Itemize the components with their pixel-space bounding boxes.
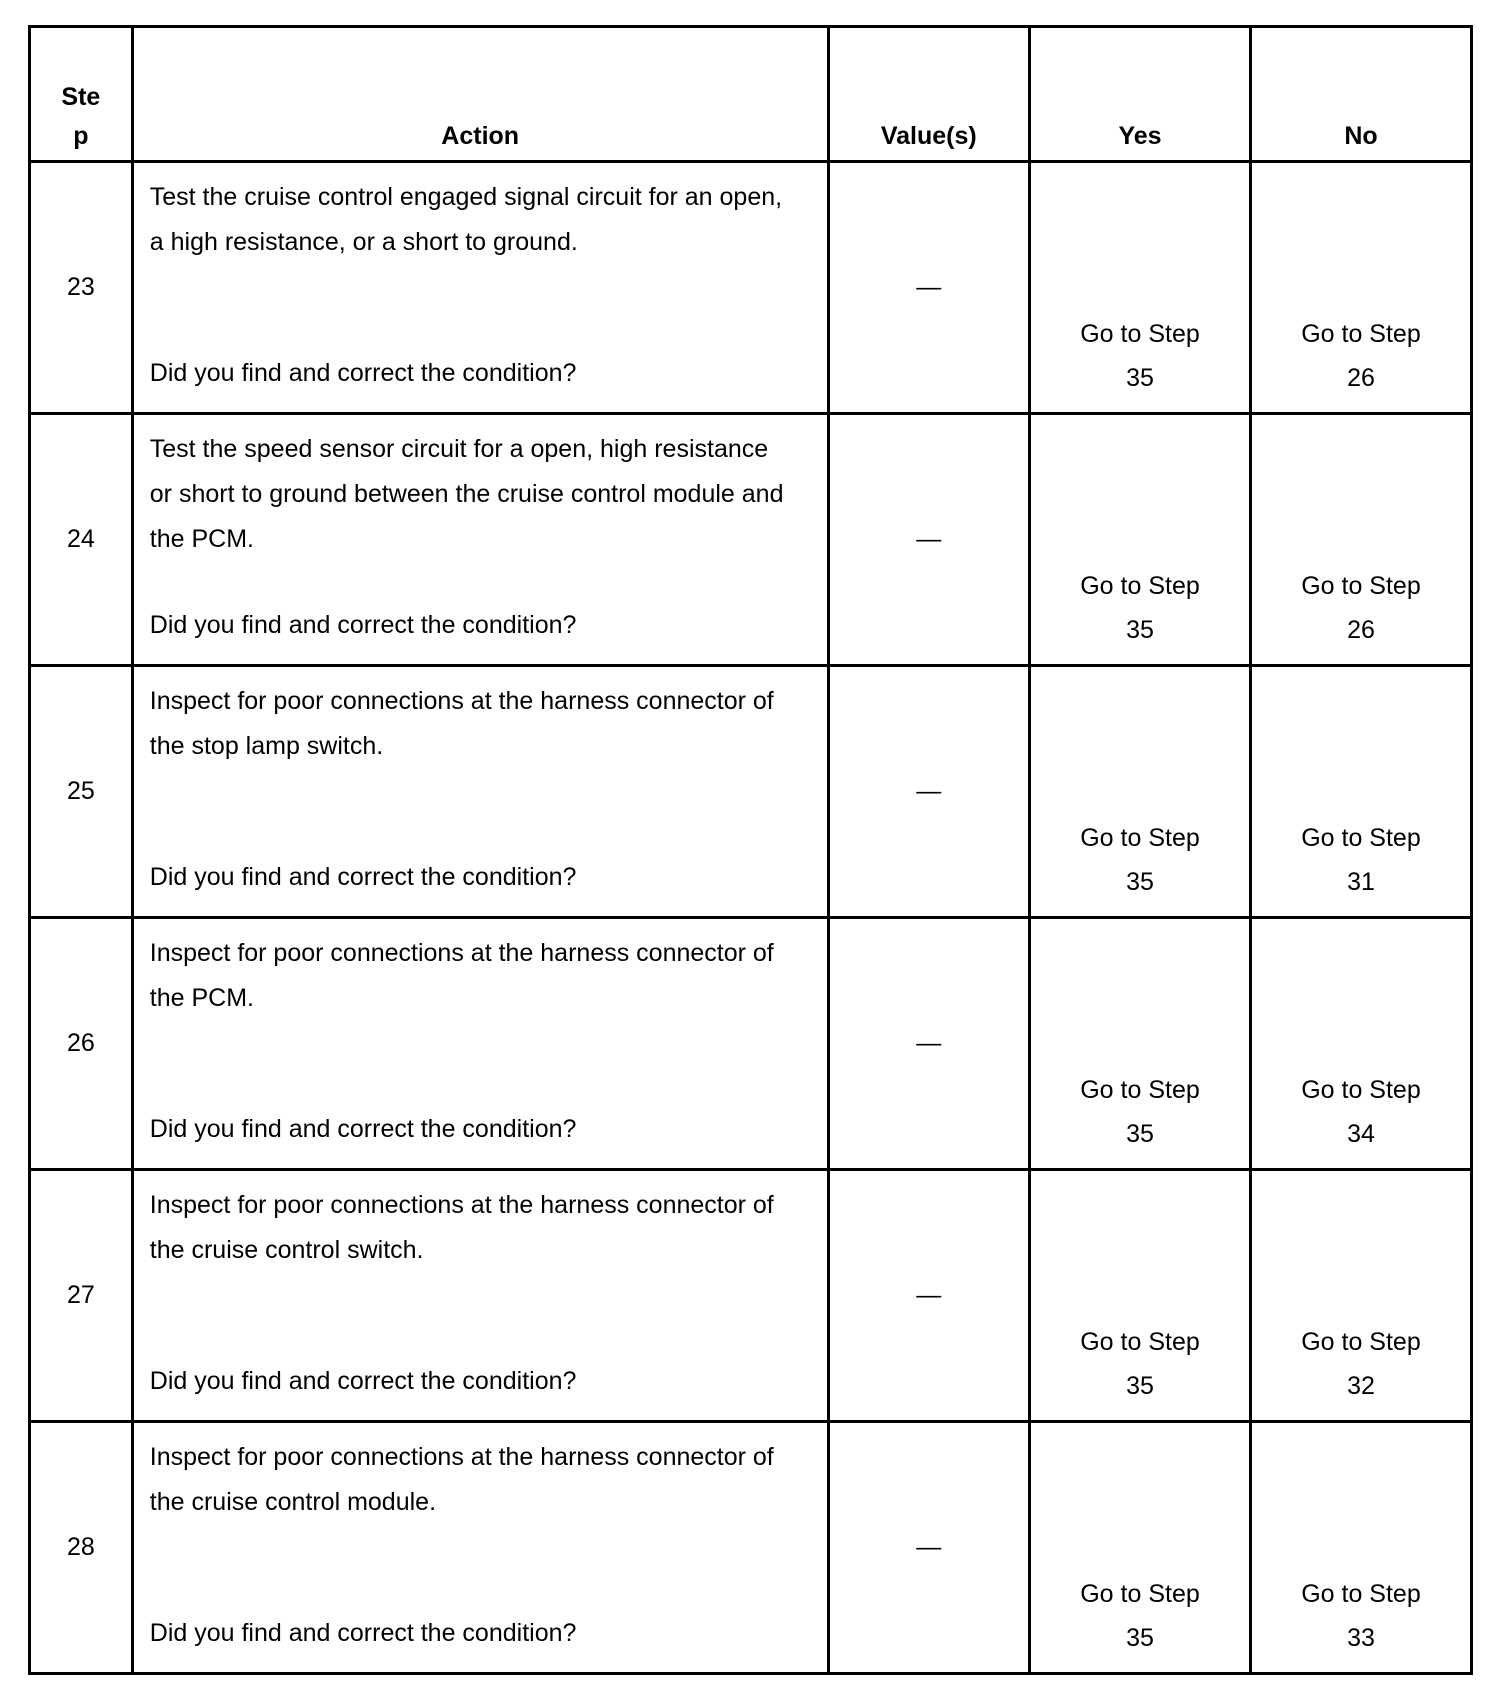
- no-cell: [1250, 414, 1471, 666]
- action-question: Did you find and correct the condition?: [149, 863, 577, 891]
- no-goto-label: Go to Step: [1301, 1580, 1421, 1608]
- yes-goto-step: 35: [1126, 364, 1154, 392]
- yes-cell: [1030, 1170, 1251, 1422]
- yes-goto-step: 35: [1126, 868, 1154, 896]
- no-goto[interactable]: [1252, 564, 1470, 652]
- yes-goto-label: Go to Step: [1080, 320, 1200, 348]
- no-goto[interactable]: [1252, 816, 1470, 904]
- no-goto-step: 33: [1347, 1624, 1375, 1652]
- no-cell: [1250, 1422, 1471, 1674]
- value-cell: —: [828, 414, 1029, 666]
- yes-goto[interactable]: [1031, 816, 1249, 904]
- value-cell: —: [828, 666, 1029, 918]
- action-question: Did you find and correct the condition?: [149, 359, 577, 387]
- no-cell: [1250, 162, 1471, 414]
- action-text: Inspect for poor connections at the harness connector of the PCM.: [149, 939, 774, 1012]
- value-cell: —: [828, 918, 1029, 1170]
- column-header-action: Action: [132, 27, 828, 162]
- step-number: 28: [30, 1422, 133, 1674]
- column-header-yes: Yes: [1030, 27, 1251, 162]
- action-question: Did you find and correct the condition?: [149, 1619, 577, 1647]
- no-goto[interactable]: [1252, 1320, 1470, 1408]
- value-cell: —: [828, 1422, 1029, 1674]
- action-cell: [132, 918, 828, 1170]
- no-goto[interactable]: [1252, 1068, 1470, 1156]
- action-question: Did you find and correct the condition?: [149, 1367, 577, 1395]
- table-row: [30, 414, 1472, 666]
- no-goto-step: 26: [1347, 364, 1375, 392]
- no-goto-step: 34: [1347, 1120, 1375, 1148]
- no-goto[interactable]: [1252, 1572, 1470, 1660]
- no-goto-label: Go to Step: [1301, 572, 1421, 600]
- yes-cell: [1030, 666, 1251, 918]
- value-cell: —: [828, 162, 1029, 414]
- action-text: Inspect for poor connections at the harness connector of the stop lamp switch.: [149, 687, 774, 760]
- no-goto-label: Go to Step: [1301, 824, 1421, 852]
- column-header-no: No: [1250, 27, 1471, 162]
- diagnostic-table: [28, 25, 1473, 1675]
- no-cell: [1250, 666, 1471, 918]
- action-cell: [132, 414, 828, 666]
- action-text: Test the speed sensor circuit for a open, high resistance or short to ground between the cruise control module and the PCM.: [149, 435, 784, 553]
- no-goto[interactable]: [1252, 312, 1470, 400]
- action-question: Did you find and correct the condition?: [149, 611, 577, 639]
- action-cell: [132, 1422, 828, 1674]
- table-row: [30, 1422, 1472, 1674]
- no-goto-label: Go to Step: [1301, 1328, 1421, 1356]
- no-goto-step: 32: [1347, 1372, 1375, 1400]
- yes-goto-step: 35: [1126, 1624, 1154, 1652]
- yes-cell: [1030, 918, 1251, 1170]
- column-header-step-label: Step: [61, 83, 101, 150]
- column-header-values: Value(s): [828, 27, 1029, 162]
- action-question: Did you find and correct the condition?: [149, 1115, 577, 1143]
- action-text: Test the cruise control engaged signal circuit for an open, a high resistance, or a short to ground.: [149, 183, 783, 256]
- step-number: 23: [30, 162, 133, 414]
- yes-goto[interactable]: [1031, 1572, 1249, 1660]
- yes-goto-label: Go to Step: [1080, 824, 1200, 852]
- table-row: [30, 1170, 1472, 1422]
- yes-goto-label: Go to Step: [1080, 1580, 1200, 1608]
- no-goto-label: Go to Step: [1301, 1076, 1421, 1104]
- column-header-step: [30, 27, 133, 162]
- action-cell: [132, 162, 828, 414]
- yes-goto-label: Go to Step: [1080, 1328, 1200, 1356]
- yes-goto[interactable]: [1031, 564, 1249, 652]
- action-cell: [132, 666, 828, 918]
- yes-goto-label: Go to Step: [1080, 572, 1200, 600]
- no-cell: [1250, 918, 1471, 1170]
- action-text: Inspect for poor connections at the harness connector of the cruise control module.: [149, 1443, 774, 1516]
- action-text: Inspect for poor connections at the harness connector of the cruise control switch.: [149, 1191, 774, 1264]
- yes-cell: [1030, 414, 1251, 666]
- no-goto-step: 31: [1347, 868, 1375, 896]
- table-row: [30, 918, 1472, 1170]
- yes-goto-step: 35: [1126, 1120, 1154, 1148]
- yes-goto[interactable]: [1031, 1320, 1249, 1408]
- table-row: [30, 666, 1472, 918]
- value-cell: —: [828, 1170, 1029, 1422]
- yes-goto-step: 35: [1126, 616, 1154, 644]
- step-number: 25: [30, 666, 133, 918]
- action-cell: [132, 1170, 828, 1422]
- yes-goto-label: Go to Step: [1080, 1076, 1200, 1104]
- table-row: [30, 162, 1472, 414]
- table-header-row: [30, 27, 1472, 162]
- no-goto-label: Go to Step: [1301, 320, 1421, 348]
- yes-cell: [1030, 162, 1251, 414]
- no-cell: [1250, 1170, 1471, 1422]
- step-number: 24: [30, 414, 133, 666]
- yes-goto[interactable]: [1031, 312, 1249, 400]
- no-goto-step: 26: [1347, 616, 1375, 644]
- yes-cell: [1030, 1422, 1251, 1674]
- yes-goto[interactable]: [1031, 1068, 1249, 1156]
- step-number: 26: [30, 918, 133, 1170]
- yes-goto-step: 35: [1126, 1372, 1154, 1400]
- step-number: 27: [30, 1170, 133, 1422]
